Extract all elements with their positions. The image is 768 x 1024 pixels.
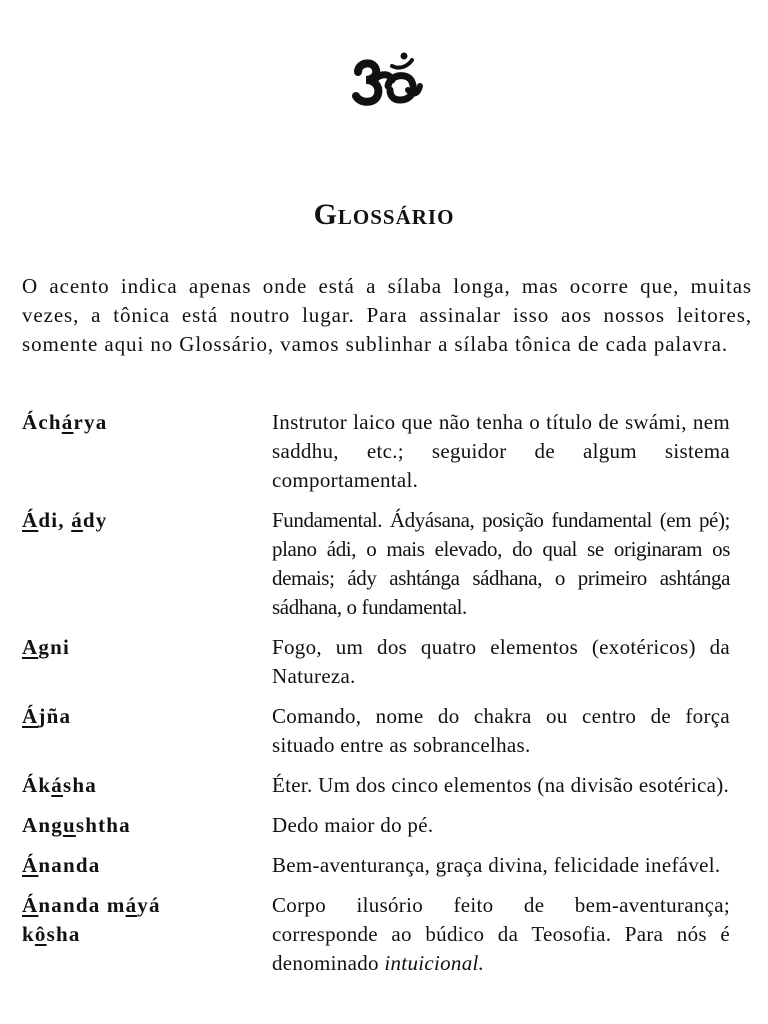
glossary-definition — [272, 771, 730, 800]
term-segment: k — [22, 922, 35, 946]
definition-text: Éter. Um dos cinco elementos (na divisão esotérica). — [272, 773, 730, 797]
definition-text: Corpo ilusório feito de bem-aventurança; corresponde ao búdico da Teosofia. Para nós é denominado — [272, 893, 730, 975]
glossary-entry — [22, 811, 730, 840]
definition-text: Instrutor laico que não tenha o título de swámi, nem saddhu, etc.; seguidor de algum sistema comportamental. — [272, 410, 730, 492]
term-segment: nanda m — [38, 893, 126, 917]
term-segment: sha — [62, 773, 97, 797]
glossary-definition — [272, 506, 730, 622]
term-segment: shtha — [75, 813, 131, 837]
glossary-entry — [22, 702, 730, 760]
term-segment: Ang — [22, 813, 63, 837]
glossary-definition — [272, 633, 730, 691]
glossary-term-line — [22, 851, 272, 880]
term-segment: dy — [82, 508, 108, 532]
definition-text: Comando, nome do chakra ou centro de força situado entre as sobrancelhas. — [272, 704, 730, 757]
glossary-term-line — [22, 771, 272, 800]
glossary-term — [22, 702, 272, 760]
definition-italic-text: intuicional. — [384, 951, 485, 975]
glossary-definition — [272, 408, 730, 495]
stressed-syllable: u — [62, 813, 76, 837]
term-segment: Ák — [22, 773, 52, 797]
stressed-syllable: Á — [22, 893, 39, 917]
glossary-entry — [22, 633, 730, 691]
om-icon — [352, 50, 424, 108]
glossary-term — [22, 771, 272, 800]
term-segment: sha — [46, 922, 81, 946]
stressed-syllable: á — [51, 773, 63, 797]
stressed-syllable: Á — [22, 508, 39, 532]
glossary-term-line — [22, 633, 272, 662]
definition-text: Fogo, um dos quatro elementos (exotéricos) da Natureza. — [272, 635, 730, 688]
glossary-definition — [272, 811, 730, 840]
glossary-entry — [22, 771, 730, 800]
stressed-syllable: Á — [22, 704, 39, 728]
glossary-entry — [22, 408, 730, 495]
glossary-term — [22, 811, 272, 840]
glossary-term — [22, 633, 272, 691]
stressed-syllable: á — [61, 410, 74, 434]
glossary-definition — [272, 891, 730, 978]
page-title: Glossário — [313, 198, 455, 231]
glossary-term-line — [22, 811, 272, 840]
glossary-term — [22, 851, 272, 880]
glossary-term — [22, 506, 272, 622]
glossary-term-line — [22, 408, 272, 437]
stressed-syllable: A — [22, 635, 39, 659]
stressed-syllable: ô — [34, 922, 47, 946]
glossary-entry — [22, 851, 730, 880]
glossary-list — [22, 408, 730, 989]
definition-text: Dedo maior do pé. — [272, 813, 434, 837]
term-segment: yá — [137, 893, 161, 917]
glossary-term-line — [22, 702, 272, 731]
glossary-definition — [272, 702, 730, 760]
term-segment: rya — [73, 410, 108, 434]
stressed-syllable: á — [125, 893, 138, 917]
stressed-syllable: Á — [22, 853, 39, 877]
term-segment: jña — [38, 704, 72, 728]
glossary-definition — [272, 851, 730, 880]
intro-paragraph: O acento indica apenas onde está a sílaba longa, mas ocorre que, muitas vezes, a tônica está noutro lugar. Para assinalar isso aos nossos leitores, somente aqui no Glossário, vamos sublinhar a sílaba tônica de cada palavra. — [22, 274, 752, 356]
term-segment: nanda — [38, 853, 101, 877]
term-segment: di, — [38, 508, 72, 532]
glossary-term — [22, 891, 272, 978]
definition-text: Bem-aventurança, graça divina, felicidade inefável. — [272, 853, 721, 877]
term-segment: gni — [38, 635, 70, 659]
glossary-term-line — [22, 506, 272, 535]
glossary-term-line — [22, 891, 272, 920]
definition-text: Fundamental. Ádyásana, posição fundamental (em pé); plano ádi, o mais elevado, do qual se originaram os demais; ády ashtánga sádhana, o primeiro ashtánga sádhana, o fundamental. — [272, 508, 730, 619]
stressed-syllable: á — [71, 508, 83, 532]
glossary-entry — [22, 891, 730, 978]
glossary-term-line — [22, 920, 272, 949]
term-segment: Ách — [22, 410, 62, 434]
glossary-entry — [22, 506, 730, 622]
glossary-term — [22, 408, 272, 495]
